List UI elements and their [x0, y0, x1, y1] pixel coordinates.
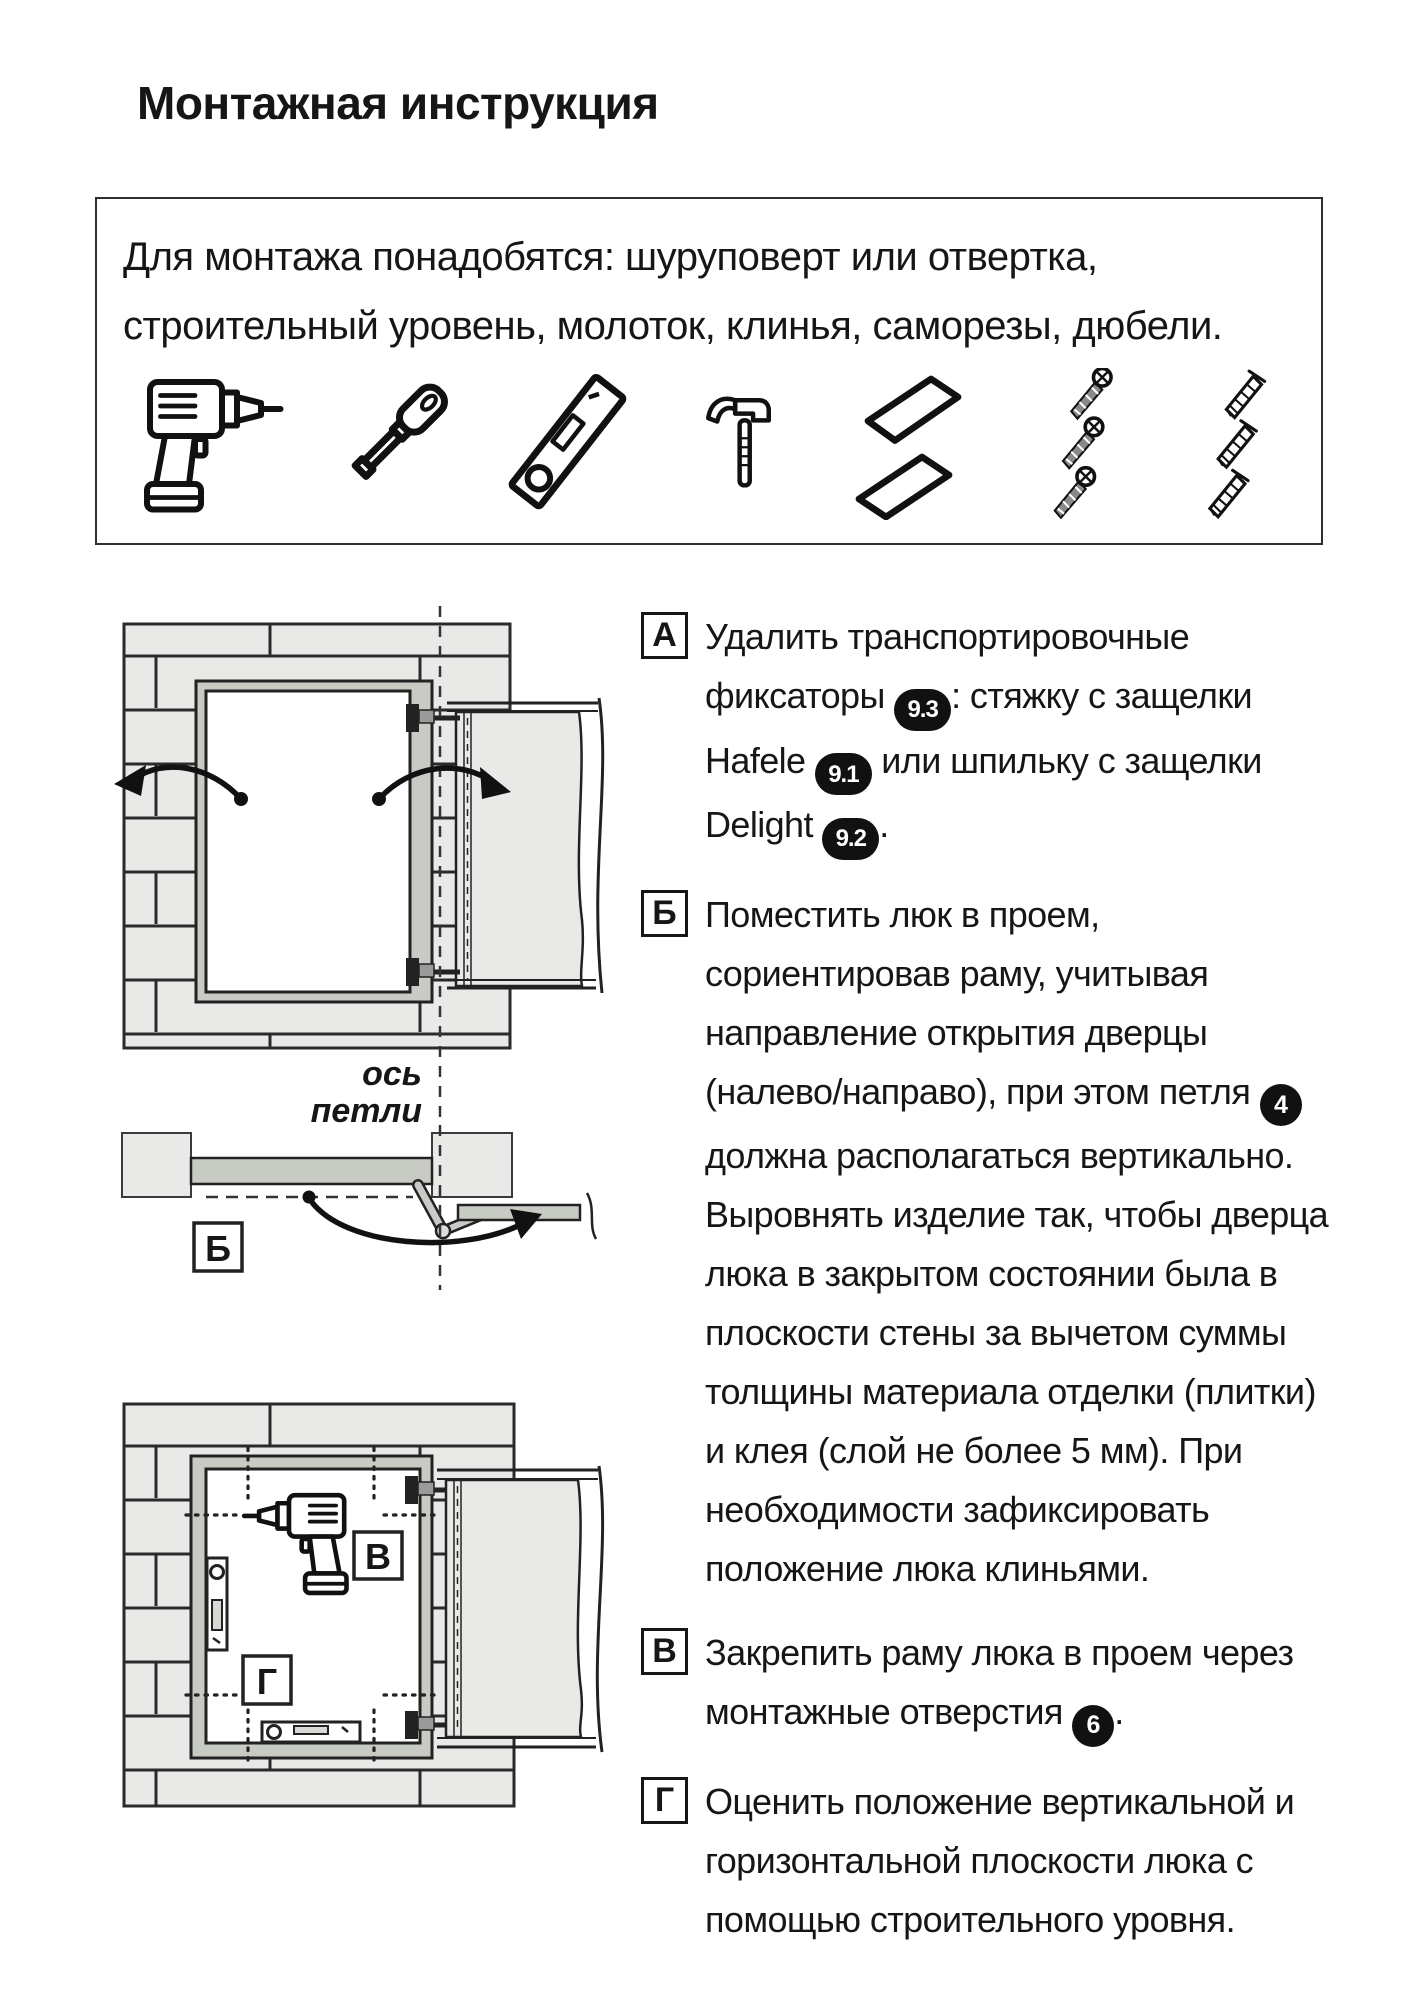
step-b	[641, 890, 1341, 1599]
step-a-text-part: Удалить транспортировочные фиксаторы	[705, 616, 1190, 716]
step-g-text	[705, 1772, 1341, 1949]
horizontal-level-icon	[262, 1722, 360, 1742]
screws-icon	[1021, 368, 1136, 523]
tools-icon-row	[131, 361, 1287, 529]
step-v-letter-box: В	[641, 1628, 688, 1675]
vertical-level-icon	[207, 1558, 227, 1650]
step-b-text-part: Поместить люк в проем, сориентировав раму, учитывая направление открытия дверцы (налево/направо), при этом петля	[705, 893, 1260, 1112]
svg-text:В: В	[365, 1536, 391, 1577]
hinge-axis-label	[250, 1056, 422, 1130]
step-v-text-part: Закрепить раму люка в проем через монтажные отверстия	[705, 1632, 1294, 1732]
tools-text-line1: Для монтажа понадобятся: шуруповерт или отвертка,	[123, 235, 1098, 279]
frame-profile-section	[191, 1158, 432, 1184]
tools-text-line2: строительный уровень, молоток, клинья, саморезы, дюбели.	[123, 304, 1223, 348]
svg-text:Б: Б	[205, 1228, 231, 1269]
step-a-letter-box: А	[641, 612, 688, 659]
step-g-text-part: Оценить положение вертикальной и горизонтальной плоскости люка с помощью строительного уровня.	[705, 1780, 1295, 1940]
open-door-panel	[447, 698, 603, 993]
wall-block-right	[432, 1133, 512, 1197]
hatch-opening	[206, 691, 410, 992]
step-a-text-part: .	[879, 804, 889, 845]
step-v-diagram-label	[354, 1532, 402, 1579]
steps-column	[641, 612, 1341, 1979]
hinge-axis-label-line1: ось	[362, 1055, 422, 1093]
tools-required-box	[95, 197, 1323, 545]
step-a	[641, 612, 1341, 860]
step-v-text-part: .	[1114, 1691, 1124, 1732]
side-view-diagram	[90, 1125, 606, 1300]
step-v	[641, 1628, 1341, 1747]
step-v-text	[705, 1623, 1341, 1747]
step-g	[641, 1777, 1341, 1949]
open-door-panel	[437, 1466, 603, 1752]
front-view-diagram	[90, 600, 606, 1125]
step-b-diagram-label	[194, 1223, 242, 1271]
ref-badge-9-1: 9.1	[815, 753, 872, 795]
step-g-diagram-label	[243, 1656, 291, 1704]
step-b-text-part: должна располагаться вертикально. Выровнять изделие так, чтобы дверца люка в закрытом состоянии была в плоскости стены за вычетом суммы толщины материала отделки (плитки) и клея (слой не более 5 мм). При необходимости зафиксировать положение люка клиньями.	[705, 1135, 1329, 1589]
fastening-diagram	[90, 1390, 606, 1920]
torn-edge	[598, 698, 603, 993]
step-a-text	[705, 607, 1341, 860]
step-b-letter-box: Б	[641, 890, 688, 937]
drill-icon	[131, 370, 289, 520]
screwdriver-icon	[325, 370, 465, 520]
hinge-axis-label-line2: петли	[310, 1092, 422, 1130]
level-icon	[501, 370, 651, 520]
wall-block-left	[122, 1133, 191, 1197]
step-a-text-part: : стяжку с защелки Hafele	[705, 675, 1252, 781]
svg-text:Г: Г	[256, 1661, 278, 1702]
ref-badge-6: 6	[1072, 1705, 1114, 1747]
wedges-icon	[835, 370, 985, 520]
ref-badge-9-3: 9.3	[894, 689, 951, 731]
ref-badge-4: 4	[1260, 1084, 1302, 1126]
dowels-icon	[1172, 368, 1287, 523]
step-b-text	[705, 885, 1341, 1599]
step-g-letter-box: Г	[641, 1777, 688, 1824]
page-title: Монтажная инструкция	[137, 77, 659, 129]
step-a-text-part: или шпильку с защелки Delight	[705, 739, 1262, 845]
torn-edge	[597, 1466, 602, 1752]
tools-required-text	[123, 223, 1321, 361]
hammer-icon	[687, 370, 799, 520]
ref-badge-9-2: 9.2	[822, 818, 879, 860]
torn-edge	[587, 1193, 596, 1239]
